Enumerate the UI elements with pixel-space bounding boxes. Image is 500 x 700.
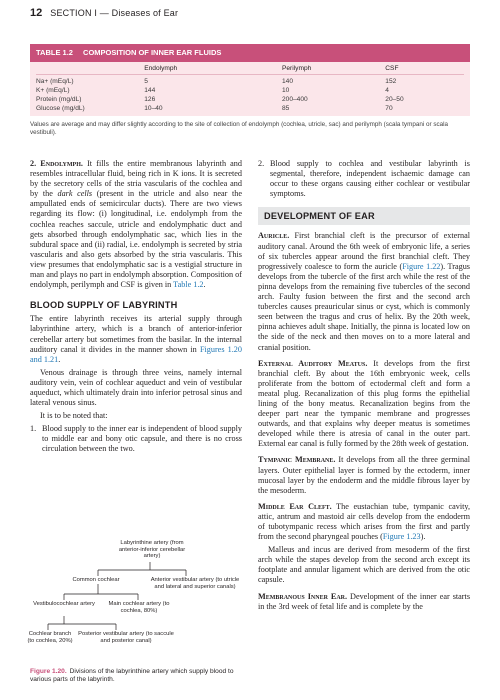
left-column bbox=[30, 159, 242, 458]
table-title: COMPOSITION OF INNER EAR FLUIDS bbox=[83, 48, 222, 57]
paragraph-text: The eustachian tube, tympanic cavity, attic, antrum and mastoid air cells develop from the endoderm of tubotympanic recess which arises from the first and partly from the second pharyngeal pouches ( bbox=[258, 501, 470, 542]
paragraph-text: Development of the inner ear starts in the 3rd week of fetal life and is complete by the bbox=[258, 591, 470, 611]
cochlear-branch-node: Cochlear branch (to cochlea, 20%) bbox=[27, 631, 73, 644]
list-item bbox=[258, 159, 470, 199]
table-cell: 126 bbox=[144, 96, 156, 103]
eam-heading: External Auditory Meatus. bbox=[258, 358, 368, 368]
common-cochlear-node: Common cochlear bbox=[72, 577, 120, 583]
auricle-paragraph bbox=[258, 231, 470, 352]
blood-supply-paragraph bbox=[30, 314, 242, 364]
table-cell: 152 bbox=[385, 78, 397, 85]
table-cell: Protein (mg/dL) bbox=[36, 96, 82, 103]
eam-paragraph bbox=[258, 359, 470, 450]
paragraph-text: It develops from all the three germinal layers. Outer epithelial layer is formed by the ectoderm, inner mucosal layer by the endoderm and the middle fibrous layer by the mesoderm. bbox=[258, 455, 470, 495]
malleus-paragraph: Malleus and incus are derived from mesoderm of the first arch while the stapes develop from the second arch except its footplate and annular ligament which are derived from the otic capsule. bbox=[258, 545, 470, 585]
table-cell: 85 bbox=[281, 105, 290, 112]
table-header-row bbox=[36, 64, 464, 75]
table-1-2-link[interactable]: Table 1.2 bbox=[173, 280, 204, 290]
anterior-vestibular-node: Anterior vestibular artery (to utricle and lateral and superior canals) bbox=[150, 577, 240, 590]
endolymph-paragraph bbox=[30, 159, 242, 290]
table-header-cell: CSF bbox=[385, 65, 399, 72]
paragraph-text: . bbox=[203, 280, 206, 290]
labyrinthine-artery-diagram bbox=[27, 538, 242, 664]
main-cochlear-node: Main cochlear artery (to cochlea, 80%) bbox=[108, 601, 170, 614]
endolymph-heading: Endolymph. bbox=[40, 159, 83, 168]
page-number: 12 bbox=[30, 7, 43, 19]
paragraph-text: It develops from the first branchial cleft. By about the 16th embryonic week, cells proliferate from the bottom of ectodermal cleft and form a meatal plug. Recanalization of this plug forms the epithelial lining of the bony meatus. Recanalization begins from the deeper part near the tympanic membrane and progresses outwards, and that explains why deeper meatus is sometimes developed while there is atresia of canal in the outer part. External ear canal is fully formed by the 28th week of gestation. bbox=[258, 358, 470, 449]
caption-text: Divisions of the labyrinthine artery which supply blood to various parts of the labyrinth. bbox=[30, 668, 234, 683]
noted-paragraph: It is to be noted that: bbox=[40, 411, 108, 421]
table-cell: 10–40 bbox=[144, 105, 163, 112]
table-cell: 4 bbox=[385, 87, 389, 94]
table-footnote: Values are average and may differ slightly according to the site of collection of endolymph (cochlea, utricle, sac) and perilymph (scala tympani or scala vestibuli). bbox=[30, 121, 449, 136]
table-header-cell: Perilymph bbox=[281, 65, 312, 72]
item-number: 2. bbox=[30, 159, 37, 168]
table-cell: 5 bbox=[144, 78, 148, 85]
right-column bbox=[258, 159, 470, 615]
labyrinthine-artery-node: Labyrinthine artery (from anterior-inferior cerebellar artery) bbox=[118, 540, 186, 560]
paragraph-text: The entire labyrinth receives its arterial supply through labyrinthine artery, which is a branch of anterior-inferior cerebellar artery but sometimes from the basilar. In the internal auditory canal it divides in the manner shown in bbox=[30, 314, 242, 354]
figure-1-22-link[interactable]: Figure 1.22 bbox=[402, 261, 441, 271]
dark-cells-term: dark cells bbox=[57, 189, 93, 199]
venous-drainage-paragraph: Venous drainage is through three veins, namely internal auditory vein, vein of cochlear aqueduct and vein of vestibular aqueduct, which ultimately drain into inferior petrosal sinus and lateral venous sinus. bbox=[30, 367, 242, 408]
table-label: TABLE 1.2 bbox=[36, 48, 73, 57]
list-number: 1. bbox=[30, 424, 37, 434]
table-body bbox=[30, 62, 470, 116]
table-cell: 10 bbox=[281, 87, 290, 94]
mec-heading: Middle Ear Cleft. bbox=[258, 501, 332, 511]
paragraph-text: . bbox=[58, 354, 61, 364]
table-row bbox=[36, 86, 464, 95]
table-cell: 20–50 bbox=[385, 96, 404, 103]
tm-paragraph bbox=[258, 455, 470, 495]
mec-paragraph bbox=[258, 502, 470, 542]
list-item bbox=[30, 424, 242, 454]
table-cell: Glucose (mg/dL) bbox=[36, 105, 85, 112]
table-header-cell bbox=[36, 64, 144, 73]
mie-heading: Membranous Inner Ear. bbox=[258, 591, 348, 601]
paragraph-text: First branchial cleft is the precursor of external auditory canal. Around the 6th week of embryonic life, a series of six tubercles appear around the first branchial cleft. They progressively coalesce to form the auricle ( bbox=[258, 231, 470, 271]
mie-paragraph bbox=[258, 592, 470, 612]
table-cell: 144 bbox=[144, 87, 156, 94]
figures-link[interactable]: Figures 1.20 and 1.21 bbox=[30, 344, 242, 364]
table-cell: 70 bbox=[385, 105, 393, 112]
development-heading: DEVELOPMENT OF EAR bbox=[258, 207, 470, 225]
paragraph-text: ). bbox=[420, 532, 426, 542]
list-text: Blood supply to the inner ear is independent of blood supply to middle ear and bony otic capsule, and there is no cross circulation between the two. bbox=[42, 424, 242, 454]
table-header-cell: Endolymph bbox=[144, 65, 178, 72]
tm-heading: Tympanic Membrane. bbox=[258, 455, 336, 465]
figure-number: Figure 1.20. bbox=[30, 668, 67, 675]
list-number: 2. bbox=[258, 159, 265, 168]
table-row bbox=[36, 95, 464, 104]
table-cell: 200–400 bbox=[281, 96, 308, 103]
table-row bbox=[36, 104, 464, 113]
blood-supply-heading: BLOOD SUPPLY OF LABYRINTH bbox=[30, 300, 178, 311]
list-text: Blood supply to cochlea and vestibular labyrinth is segmental, therefore, independent ischaemic damage can occur to these organs causing either cochlear or vestibular symptoms. bbox=[270, 159, 470, 199]
auricle-heading: Auricle. bbox=[258, 231, 290, 241]
table-row bbox=[36, 77, 464, 86]
paragraph-text: (present in the utricle and also near the ampullated ends of semicircular ducts). There are two views regarding its flow: (i) longitudinal, i.e. endolymph from the cochlea reaches saccule, utricle and endolymphatic duct and gets absorbed through endolymphatic sac, which lies in the subdural space and (ii) radial, i.e. endolymph is secreted by stria vascularis and also gets absorbed by the stria vascularis. This view presumes that endolymphatic sac is a vestigial structure in man and plays no part in endolymph absorption. Composition of endolymph, perilymph and CSF is given in bbox=[30, 189, 242, 290]
running-header bbox=[30, 6, 178, 20]
table-cell: 140 bbox=[281, 78, 293, 85]
table-title-bar bbox=[30, 44, 470, 62]
paragraph-text: ). Tragus develops from the tubercle of the first arch while the rest of the pinna develops from the remaining five tubercles of the second arch. Faulty fusion between the first and the second arch tubercles causes preauricular sinus or cyst, which is commonly seen between the tragus and crus of helix. By the 20th week, pinna achieves adult shape. Initially, the pinna is located low on the side of the neck and then moves on to a more lateral and cranial position. bbox=[258, 261, 470, 352]
figure-caption bbox=[30, 668, 242, 684]
table-cell: K+ (mEq/L) bbox=[36, 87, 70, 94]
table-cell: Na+ (mEq/L) bbox=[36, 78, 74, 85]
figure-1-23-link[interactable]: Figure 1.23 bbox=[382, 532, 421, 542]
vestibulocochlear-node: Vestibulocochlear artery bbox=[33, 601, 95, 607]
fluids-table bbox=[30, 44, 470, 137]
paragraph-text: It fills the entire membranous labyrinth and resembles intracellular fluid, being rich in K ions. It is secreted by the secretory cells of the stria vascularis of the cochlea and by the bbox=[30, 159, 242, 199]
posterior-vestibular-node: Posterior vestibular artery (to saccule and posterior canal) bbox=[78, 631, 174, 644]
section-title: SECTION I — Diseases of Ear bbox=[50, 8, 179, 18]
